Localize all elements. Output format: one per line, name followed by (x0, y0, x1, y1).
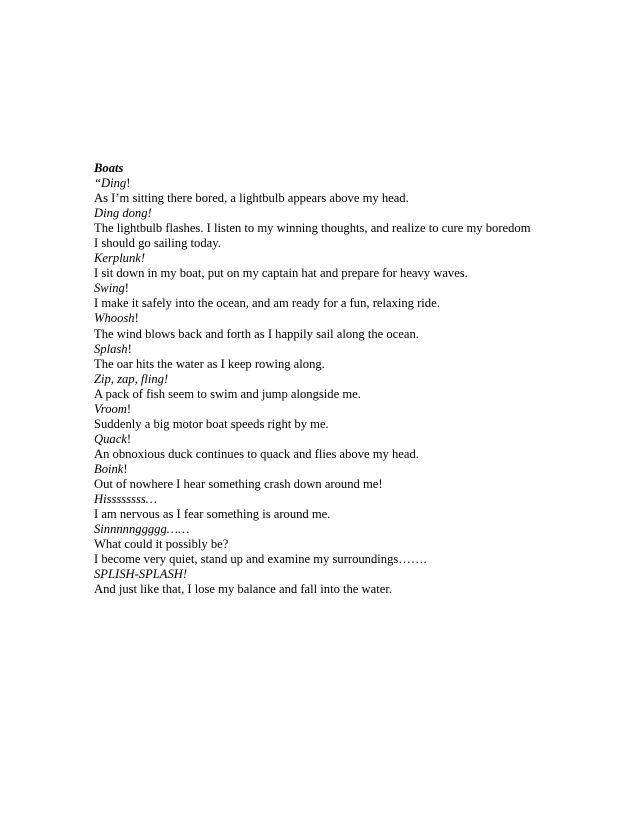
sound-effect-text: Kerplunk! (94, 251, 146, 266)
sound-effect-text: Vroom (94, 401, 127, 416)
sound-effect-line (94, 402, 534, 417)
sound-effect-line (94, 251, 534, 266)
narration-line: Out of nowhere I hear something crash down around me! (94, 476, 383, 491)
sound-effect-line (94, 206, 534, 221)
sound-effect-line (94, 281, 534, 296)
sound-effect-text: Sinnnnnggggg…… (94, 522, 190, 537)
sound-effect-line (94, 567, 534, 582)
narration-line: I sit down in my boat, put on my captain hat and prepare for heavy waves. (94, 266, 468, 281)
sound-effect-punctuation: ! (126, 431, 132, 446)
sound-effect-line (94, 311, 534, 326)
narration-line: Suddenly a big motor boat speeds right by me. (94, 416, 329, 431)
narration-line: What could it possibly be? (94, 537, 229, 552)
narration-line: A pack of fish seem to swim and jump alongside me. (94, 386, 361, 401)
sound-effect-text: SPLISH-SPLASH! (94, 567, 188, 582)
sound-effect-text: Ding dong! (94, 206, 152, 221)
sound-effect-text: Splash (94, 341, 128, 356)
narration-line: And just like that, I lose my balance and fall into the water. (94, 582, 392, 597)
sound-effect-punctuation: ! (123, 461, 128, 476)
narration-line: The wind blows back and forth as I happily sail along the ocean. (94, 326, 419, 341)
narration-line: An obnoxious duck continues to quack and flies above my head. (94, 446, 419, 461)
narration-line: The lightbulb flashes. I listen to my winning thoughts, and realize to cure my boredom I should go sailing today. (94, 221, 534, 251)
sound-effect-punctuation: ! (126, 401, 132, 416)
sound-effect-text: Swing (94, 281, 125, 296)
sound-effect-text: Quack (94, 431, 127, 446)
sound-effect-text: Whoosh (94, 311, 135, 326)
story-body (94, 161, 534, 597)
sound-effect-text: Boink (94, 461, 124, 476)
sound-effect-punctuation: ! (127, 341, 132, 356)
sound-effect-line (94, 176, 534, 191)
document-title: Boats (94, 161, 124, 175)
sound-effect-line (94, 342, 534, 357)
sound-effect-text: Zip, zap, fling! (94, 371, 169, 386)
narration-line: I am nervous as I fear something is around me. (94, 507, 331, 522)
sound-effect-punctuation: ! (134, 311, 139, 326)
narration-line: As I’m sitting there bored, a lightbulb appears above my head. (94, 191, 409, 206)
narration-line: I become very quiet, stand up and examine my surroundings……. (94, 552, 427, 567)
sound-effect-text: Hissssssss… (94, 492, 157, 507)
sound-effect-line (94, 432, 534, 447)
narration-line: The oar hits the water as I keep rowing along. (94, 356, 325, 371)
sound-effect-punctuation: ! (126, 176, 131, 191)
sound-effect-line (94, 522, 534, 537)
sound-effect-text: “Ding (94, 176, 127, 191)
sound-effect-line (94, 492, 534, 507)
sound-effect-line (94, 372, 534, 387)
sound-effect-line (94, 462, 534, 477)
sound-effect-punctuation: ! (124, 281, 129, 296)
narration-line: I make it safely into the ocean, and am ready for a fun, relaxing ride. (94, 296, 440, 311)
